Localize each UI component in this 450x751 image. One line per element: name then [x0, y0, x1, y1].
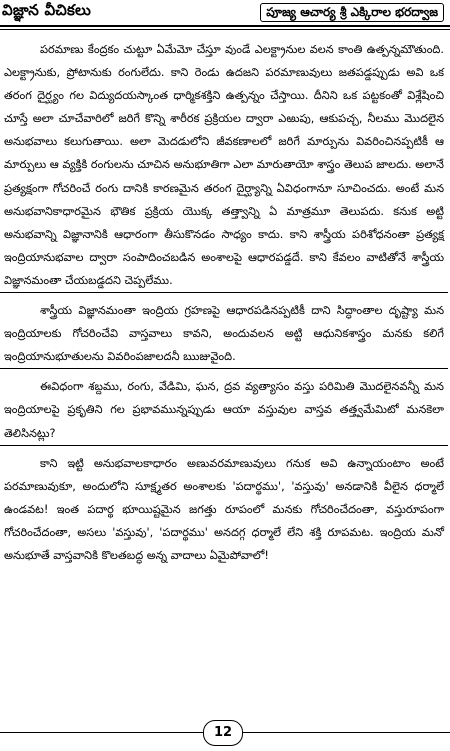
running-header	[0, 0, 450, 24]
page-footer	[0, 720, 450, 748]
book-title: విజ్ఞాన వీచికలు	[2, 1, 92, 19]
header-rule	[0, 25, 450, 30]
page-number: 12	[203, 720, 243, 746]
paragraph-2: శాస్త్రీయ విజ్ఞానమంతా ఇంద్రియ గ్రహణపై ఆధారపడినప్పటికీ దాని సిద్ధాంతాల దృష్ట్యా మన ఇంద్రియాలకు గోచరించేవి వాస్తవాలు కావని, అందువలన అట్టి ఆధునికశాస్త్రం మనకు కలిగే ఇంద్రియానుభూతులను వివరింపజాలదనీ ఋజువైంది.	[4, 304, 444, 364]
author-name: పూజ్య ఆచార్య శ్రీ ఎక్కిరాల భరద్వాజ	[260, 3, 444, 22]
paragraph-4: కాని ఇట్టి అనుభవాలకాధారం అణువరమాణువులు గనుక అవి ఉన్నాయంటాం అంటే పరమాణువుకూ, అందులోని సూక్ష్మతర అంశాలకు 'పదార్థము', 'వస్తువు' అనడానికి వీలైన ధర్మాలే ఉండవట! ఇంత పదార్థ భూయిష్టమైన జగత్తు రూపంలో మనకు గోచరించేదంతా, వస్తురూపంగా గోచరించేదంతా, అసలు 'వస్తువు', 'పదార్థము' అనదగ్గ ధర్మాలే లేని శక్తి రూపమట. ఇంద్రియ మనో అనుభూతే వాస్తవానికి కొలతబద్ధ అన్న వాదాలు ఏమైపోవాలో!	[4, 456, 444, 562]
paragraph-3: ఈవిధంగా శబ్దము, రంగు, వేడిమి, ఘన, ద్రవ వ్యత్యాసం వస్తు పరిమితి మొదలైనవన్నీ మన ఇంద్రియాలపై ప్రకృతిని గల ప్రభావమున్నప్పుడు ఆయా వస్తువుల వాస్తవ తత్త్వమేమిటో మనకెలా తెలిసినట్లు?	[4, 380, 444, 440]
page-body	[4, 38, 444, 567]
paragraph-1: పరమాణు కేంద్రకం చుట్టూ ఏమేమో చేస్తూ వుండే ఎలక్ట్రానుల వలన కాంతి ఉత్పన్నమౌతుంది. ఎలక్ట్రానుకు, ప్రోటానుకు రంగులేదు. కాని రెండు ఉదజని పరమాణువులు జతపడ్డప్పుడు అవి ఒక తరంగ దైర్ఘ్యం గల విద్యుదయస్కాంత ధార్మికశక్తిని ఉత్పన్నం చేస్తాయి. దీనిని ఒక పట్టకంతో విశ్లేషించి చూస్తే అలా చూచేవారిలో జరిగే కొన్ని శారీరక ప్రక్రియల ద్వారా ఎఱుపు, ఆకుపచ్చ, నీలము మొదలైన అనుభవాలు కలుగుతాయి. అలా మెదడులోని జీవకణాలలో జరిగే మార్పును వివరించినప్పటికీ ఆ మార్పులు ఆ వ్యక్తికి రంగులను చూచిన అనుభూతిగా ఎలా మారుతాయో శాస్త్రం తెలుప జాలదు. అలానే ప్రత్యక్షంగా గోచరించే రంగు దానికి కారణమైన తరంగ దైర్ఘ్యాన్ని ఏవిధంగానూ సూచించదు. అంటే మన అనుభవానికాధారమైన భౌతిక ప్రక్రియ యొక్క తత్త్వాన్ని ఏ మాత్రమూ తెలుపదు. కనుక అట్టి అనుభవాన్ని విజ్ఞానానికి ఆధారంగా తీసుకొనడం సాధ్యం కాదు. కాని శాస్త్రీయ పరిశోధనంతా ప్రత్యక్ష ఇంద్రియానుభవాల ద్వారా సంపాదించబడిన అంశాలపై ఆధారపడ్డదే. కాని కేవలం వాటితోనే శాస్త్రీయ విజ్ఞానమంతా చేయబడ్డదని చెప్పలేము.	[4, 43, 444, 287]
